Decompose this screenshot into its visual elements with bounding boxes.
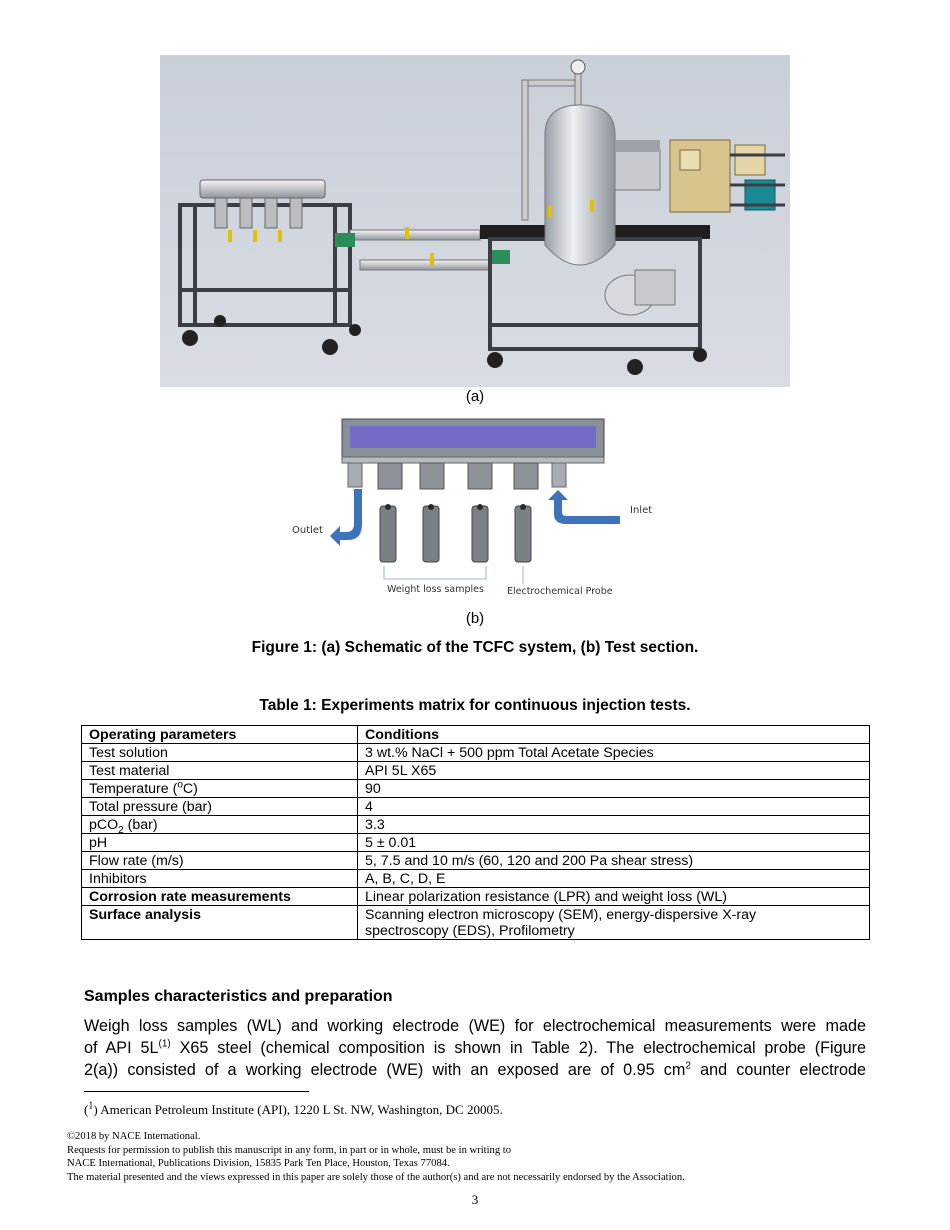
table-row	[82, 852, 870, 870]
footnote-rule	[84, 1091, 309, 1092]
param-cell: Temperature ($^o$C)	[82, 780, 358, 798]
value-cell: 5, 7.5 and 10 m/s (60, 120 and 200 Pa shear stress)	[358, 852, 870, 870]
paragraph-line: Weigh loss samples (WL) and working electrode (WE) for electrochemical measurements were made	[84, 1017, 866, 1035]
table-row	[82, 834, 870, 852]
value-cell: 3.3	[358, 816, 870, 834]
table-row	[82, 906, 870, 940]
value-cell: 5 ± 0.01	[358, 834, 870, 852]
probe-label: Electrochemical Probe	[507, 586, 613, 597]
section-heading: Samples characteristics and preparation	[84, 988, 393, 1005]
footnote: ($^1$) American Petroleum Institute (API), 1220 L St. NW, Washington, DC 20005.	[84, 1100, 503, 1117]
figure-a-tcfc-system	[160, 55, 790, 387]
param-cell: Surface analysis	[82, 906, 358, 940]
header-conditions: Conditions	[358, 726, 870, 744]
value-cell: 3 wt.% NaCl + 500 ppm Total Acetate Species	[358, 744, 870, 762]
figure-b-label: (b)	[465, 610, 485, 627]
table-row	[82, 744, 870, 762]
outlet-label: Outlet	[292, 525, 323, 536]
body-paragraph	[84, 1015, 866, 1081]
page-number: 3	[471, 1192, 479, 1207]
value-cell: A, B, C, D, E	[358, 870, 870, 888]
param-cell: Test material	[82, 762, 358, 780]
experiments-matrix-table	[81, 725, 870, 940]
paragraph-line: of API $5L^{(1)}$ X65 steel (chemical composition is shown in Table 2). The electrochemical probe (Figure	[84, 1038, 866, 1057]
figure-a-label: (a)	[465, 388, 485, 405]
table-row	[82, 762, 870, 780]
param-cell: pCO$_2$ (bar)	[82, 816, 358, 834]
value-cell: Linear polarization resistance (LPR) and weight loss (WL)	[358, 888, 870, 906]
param-cell: Inhibitors	[82, 870, 358, 888]
paragraph-line: 2(a)) consisted of a working electrode (WE) with an exposed are of 0.95 $cm^2$ and counter electrode	[84, 1060, 866, 1079]
param-cell: Corrosion rate measurements	[82, 888, 358, 906]
table-row	[82, 888, 870, 906]
value-cell: API 5L X65	[358, 762, 870, 780]
table-caption: Table 1: Experiments matrix for continuous injection tests.	[259, 697, 691, 714]
table-row	[82, 780, 870, 798]
table-row	[82, 798, 870, 816]
inlet-label: Inlet	[630, 505, 653, 516]
copyright-notice: ©2018 by NACE International. Requests for permission to publish this manuscript in any form, in part or in whole, must be in writing to NACE International, Publications Division, 15835 Park Ten Place, Houston, Texas 77084. The material presented and the views expressed in this paper are solely those of the author(s) and are not necessarily endorsed by the Association.	[67, 1131, 685, 1183]
table-header-row	[82, 726, 870, 744]
value-cell: 90	[358, 780, 870, 798]
value-cell: 4	[358, 798, 870, 816]
param-cell: pH	[82, 834, 358, 852]
figure-b-test-section	[280, 414, 660, 604]
figure-caption: Figure 1: (a) Schematic of the TCFC system, (b) Test section.	[251, 639, 699, 656]
header-param: Operating parameters	[82, 726, 358, 744]
param-cell: Test solution	[82, 744, 358, 762]
param-cell: Flow rate (m/s)	[82, 852, 358, 870]
weight-loss-label: Weight loss samples	[387, 584, 484, 595]
table-row	[82, 816, 870, 834]
table-row	[82, 870, 870, 888]
param-cell: Total pressure (bar)	[82, 798, 358, 816]
value-cell: Scanning electron microscopy (SEM), energy-dispersive X-ray spectroscopy (EDS), Profilometry	[358, 906, 870, 940]
